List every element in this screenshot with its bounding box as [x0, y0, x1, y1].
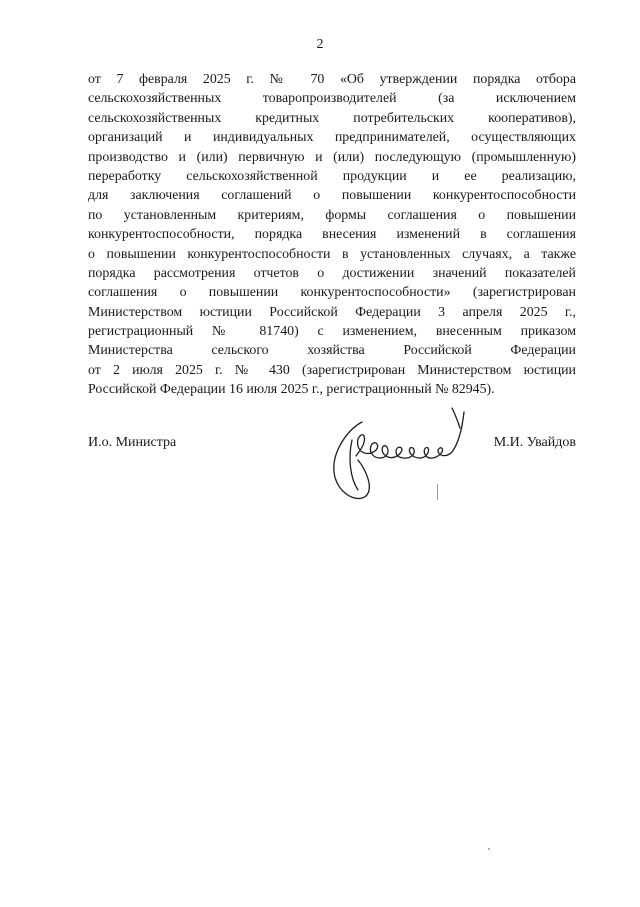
body-line: по установленным критериям, формы соглашения о повышении [88, 207, 576, 223]
body-line: порядка рассмотрения отчетов о достижении значений показателей [88, 265, 576, 281]
scan-artifact [437, 484, 438, 500]
body-line: конкурентоспособности, порядка внесения изменений в соглашения [88, 227, 576, 243]
body-line: для заключения соглашений о повышении конкурентоспособности [88, 188, 576, 204]
body-text [88, 70, 576, 400]
body-line: организаций и индивидуальных предпринимателей, осуществляющих [88, 130, 576, 146]
page-number: 2 [316, 37, 324, 52]
body-line: производство и (или) первичную и (или) последующую (промышленную) [88, 149, 576, 165]
scan-artifact [488, 848, 490, 850]
body-line: соглашения о повышении конкурентоспособности» (зарегистрирован [88, 285, 576, 301]
body-line: сельскохозяйственных товаропроизводителей (за исключением [88, 91, 576, 107]
signer-position: И.о. Министра [88, 435, 177, 450]
body-line: регистрационный № 81740) с изменением, внесенным приказом [88, 324, 576, 340]
signer-name: М.И. Увайдов [493, 435, 576, 450]
handwritten-signature [322, 400, 472, 510]
body-line: Российской Федерации 16 июля 2025 г., регистрационный № 82945). [88, 382, 495, 398]
body-line: переработку сельскохозяйственной продукции и ее реализацию, [88, 168, 576, 184]
body-line: Министерством юстиции Российской Федерации 3 апреля 2025 г., [88, 304, 576, 320]
body-line: о повышении конкурентоспособности в установленных случаях, а также [88, 246, 576, 262]
body-line: от 7 февраля 2025 г. № 70 «Об утверждении порядка отбора [88, 72, 576, 87]
body-line: от 2 июля 2025 г. № 430 (зарегистрирован Министерством юстиции [88, 362, 576, 378]
body-line: сельскохозяйственных кредитных потребительских кооперативов), [88, 110, 576, 126]
body-line: Министерства сельского хозяйства Российской Федерации [88, 343, 576, 359]
